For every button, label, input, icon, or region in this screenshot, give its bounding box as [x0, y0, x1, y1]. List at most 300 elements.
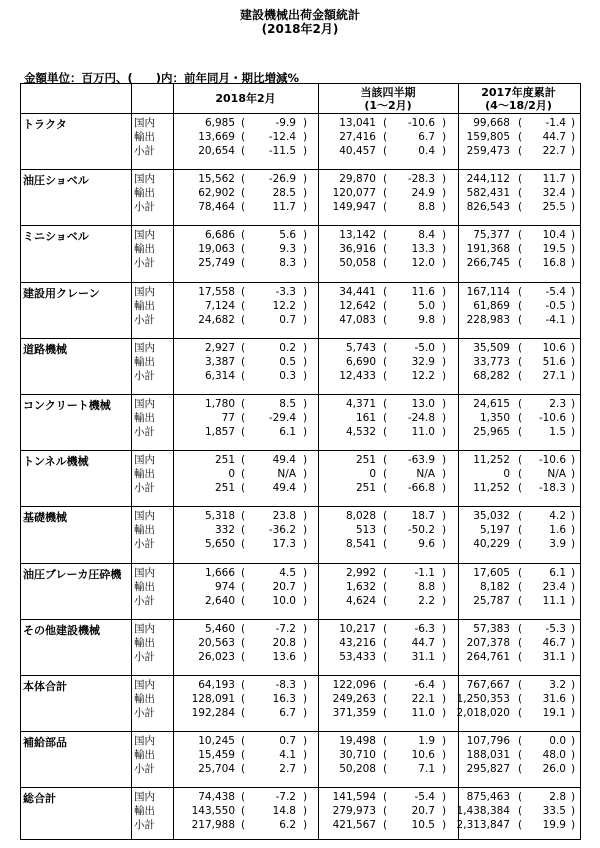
row-label: 輸出 — [134, 299, 155, 312]
change-percent: 20.7 — [272, 580, 296, 593]
paren-open: ( — [518, 594, 523, 607]
change-percent: -6.3 — [414, 622, 435, 635]
category-name: 道路機械 — [23, 342, 67, 356]
paren-open: ( — [383, 580, 388, 593]
row-label: 小計 — [134, 145, 155, 157]
amount-value: 974 — [214, 580, 235, 593]
paren-open: ( — [241, 636, 246, 649]
paren-close: ) — [303, 285, 308, 298]
paren-close: ) — [442, 369, 447, 382]
paren-open: ( — [241, 426, 246, 438]
paren-close: ) — [303, 679, 308, 691]
change-percent: -5.4 — [545, 285, 566, 298]
table-row — [21, 651, 579, 664]
amount-value: 29,870 — [339, 173, 376, 186]
change-percent: 0.7 — [279, 313, 296, 326]
paren-open: ( — [518, 791, 523, 804]
paren-close: ) — [442, 412, 447, 424]
category-block — [21, 394, 579, 450]
change-percent: 7.1 — [418, 763, 435, 776]
change-percent: 0.5 — [279, 355, 296, 368]
paren-close: ) — [303, 426, 308, 438]
paren-close: ) — [442, 313, 447, 326]
paren-open: ( — [241, 679, 246, 691]
paren-close: ) — [442, 468, 447, 481]
paren-open: ( — [518, 735, 523, 748]
paren-open: ( — [518, 201, 523, 214]
table-row — [21, 749, 579, 762]
change-percent: 22.7 — [542, 145, 566, 157]
paren-close: ) — [571, 791, 576, 804]
paren-close: ) — [442, 173, 447, 186]
change-percent: 1.9 — [418, 735, 435, 748]
paren-open: ( — [383, 763, 388, 776]
paren-open: ( — [383, 257, 388, 270]
amount-value: 266,745 — [466, 257, 510, 270]
paren-open: ( — [518, 580, 523, 593]
paren-close: ) — [442, 650, 447, 663]
paren-close: ) — [442, 735, 447, 748]
amount-value: 1,438,384 — [456, 805, 510, 818]
block-divider — [21, 675, 580, 676]
block-divider — [21, 506, 580, 507]
paren-open: ( — [241, 201, 246, 214]
paren-close: ) — [571, 313, 576, 326]
category-block — [21, 619, 579, 675]
category-block — [21, 169, 579, 225]
row-label: 国内 — [134, 622, 155, 635]
header-month — [173, 84, 318, 113]
amount-value: 122,096 — [332, 679, 376, 691]
paren-open: ( — [241, 749, 246, 762]
change-percent: -29.4 — [268, 412, 296, 424]
header-month-label: 2018年2月 — [215, 92, 276, 105]
amount-value: 57,383 — [473, 622, 510, 635]
paren-open: ( — [241, 819, 246, 832]
paren-close: ) — [442, 398, 447, 410]
change-percent: -7.2 — [275, 791, 296, 804]
paren-open: ( — [383, 229, 388, 242]
table-row — [21, 243, 579, 256]
amount-value: 295,827 — [466, 763, 510, 776]
change-percent: 11.7 — [272, 201, 296, 214]
paren-close: ) — [442, 819, 447, 832]
paren-open: ( — [518, 510, 523, 523]
paren-close: ) — [303, 412, 308, 424]
change-percent: 11.7 — [542, 173, 566, 186]
amount-value: 2,640 — [204, 594, 235, 607]
amount-value: 68,282 — [473, 369, 510, 382]
paren-close: ) — [442, 805, 447, 818]
paren-open: ( — [241, 243, 246, 256]
paren-open: ( — [383, 145, 388, 157]
paren-close: ) — [571, 749, 576, 762]
category-block — [21, 563, 579, 619]
paren-close: ) — [303, 299, 308, 312]
amount-value: 6,314 — [204, 369, 235, 382]
change-percent: 9.6 — [418, 538, 435, 551]
amount-value: 24,615 — [473, 398, 510, 410]
row-label: 小計 — [134, 426, 155, 438]
change-percent: 19.1 — [542, 707, 566, 719]
paren-open: ( — [241, 566, 246, 579]
change-percent: 51.6 — [542, 355, 566, 368]
amount-value: 228,983 — [466, 313, 510, 326]
amount-value: 107,796 — [466, 735, 510, 748]
row-label: 国内 — [134, 735, 155, 748]
change-percent: 33.5 — [542, 805, 566, 818]
page-subtitle: (2018年2月) — [261, 22, 339, 36]
paren-open: ( — [518, 257, 523, 270]
change-percent: 8.8 — [418, 580, 435, 593]
paren-close: ) — [442, 538, 447, 551]
change-percent: 11.0 — [411, 426, 435, 438]
amount-value: 30,710 — [339, 749, 376, 762]
paren-open: ( — [383, 341, 388, 354]
paren-close: ) — [303, 566, 308, 579]
paren-open: ( — [383, 650, 388, 663]
change-percent: 1.6 — [549, 524, 566, 537]
amount-value: 244,112 — [466, 173, 510, 186]
paren-open: ( — [241, 805, 246, 818]
paren-open: ( — [518, 622, 523, 635]
paren-open: ( — [241, 313, 246, 326]
row-label: 小計 — [134, 538, 155, 551]
shipment-table — [20, 83, 581, 840]
paren-close: ) — [571, 398, 576, 410]
amount-value: 50,208 — [339, 763, 376, 776]
paren-open: ( — [518, 131, 523, 143]
change-percent: 14.8 — [272, 805, 296, 818]
paren-close: ) — [442, 355, 447, 368]
paren-close: ) — [442, 622, 447, 635]
paren-close: ) — [571, 257, 576, 270]
row-label: 輸出 — [134, 355, 155, 368]
paren-close: ) — [442, 131, 447, 143]
row-label: 輸出 — [134, 524, 155, 537]
table-row — [21, 300, 579, 313]
paren-open: ( — [383, 426, 388, 438]
paren-open: ( — [383, 707, 388, 719]
paren-open: ( — [518, 693, 523, 705]
amount-value: 0 — [369, 468, 376, 481]
category-name: トラクタ — [23, 118, 67, 131]
paren-open: ( — [241, 791, 246, 804]
paren-close: ) — [303, 187, 308, 200]
paren-close: ) — [442, 187, 447, 200]
change-percent: -12.4 — [268, 131, 296, 143]
change-percent: 23.8 — [272, 510, 296, 523]
amount-value: 767,667 — [466, 679, 510, 691]
paren-close: ) — [303, 524, 308, 537]
header-quarter-label: 当該四半期 — [360, 85, 416, 99]
row-label: 国内 — [134, 117, 155, 129]
change-percent: 3.9 — [549, 538, 566, 551]
change-percent: -24.8 — [407, 412, 435, 424]
paren-open: ( — [518, 426, 523, 438]
change-percent: 17.3 — [272, 538, 296, 551]
amount-value: 371,359 — [332, 707, 376, 719]
paren-close: ) — [571, 145, 576, 157]
change-percent: 44.7 — [542, 131, 566, 143]
paren-open: ( — [518, 524, 523, 537]
category-block — [21, 338, 579, 394]
paren-open: ( — [518, 313, 523, 326]
paren-close: ) — [571, 187, 576, 200]
paren-close: ) — [303, 243, 308, 256]
change-percent: 2.7 — [279, 763, 296, 776]
paren-open: ( — [383, 131, 388, 143]
paren-close: ) — [303, 482, 308, 495]
amount-value: 10,245 — [198, 735, 235, 748]
amount-value: 3,387 — [204, 355, 235, 368]
paren-open: ( — [383, 622, 388, 635]
change-percent: 12.2 — [411, 369, 435, 382]
paren-open: ( — [383, 299, 388, 312]
unit-note: 金額単位：百万円、( )内：前年同月・期比増減% — [24, 71, 300, 85]
paren-close: ) — [571, 650, 576, 663]
amount-value: 264,761 — [466, 650, 510, 663]
table-row — [21, 581, 579, 594]
amount-value: 25,749 — [198, 257, 235, 270]
amount-value: 249,263 — [332, 693, 376, 705]
paren-close: ) — [571, 763, 576, 776]
table-row — [21, 791, 579, 804]
change-percent: 8.4 — [418, 229, 435, 242]
paren-close: ) — [442, 229, 447, 242]
paren-open: ( — [518, 679, 523, 691]
paren-open: ( — [383, 468, 388, 481]
change-percent: 20.7 — [411, 805, 435, 818]
paren-open: ( — [241, 117, 246, 129]
paren-open: ( — [383, 735, 388, 748]
paren-open: ( — [383, 117, 388, 129]
amount-value: 5,743 — [345, 341, 376, 354]
category-block — [21, 225, 579, 281]
paren-open: ( — [383, 454, 388, 467]
block-divider — [21, 563, 580, 564]
paren-close: ) — [571, 735, 576, 748]
paren-close: ) — [303, 454, 308, 467]
paren-open: ( — [518, 243, 523, 256]
amount-value: 192,284 — [191, 707, 235, 719]
amount-value: 513 — [355, 524, 376, 537]
amount-value: 34,441 — [339, 285, 376, 298]
change-percent: 49.4 — [272, 482, 296, 495]
amount-value: 2,313,847 — [456, 819, 510, 832]
table-row — [21, 468, 579, 481]
table-row — [21, 679, 579, 692]
paren-close: ) — [303, 468, 308, 481]
amount-value: 11,252 — [473, 482, 510, 495]
paren-close: ) — [442, 636, 447, 649]
row-label: 小計 — [134, 257, 155, 270]
row-label: 国内 — [134, 173, 155, 186]
amount-value: 47,083 — [339, 313, 376, 326]
paren-close: ) — [442, 201, 447, 214]
amount-value: 40,457 — [339, 145, 376, 157]
change-percent: -9.9 — [275, 117, 296, 129]
amount-value: 159,805 — [466, 131, 510, 143]
change-percent: -1.4 — [545, 117, 566, 129]
paren-close: ) — [303, 510, 308, 523]
table-row — [21, 819, 579, 832]
paren-close: ) — [571, 412, 576, 424]
change-percent: 9.8 — [418, 313, 435, 326]
amount-value: 6,985 — [204, 117, 235, 129]
change-percent: 13.0 — [411, 398, 435, 410]
amount-value: 191,368 — [466, 243, 510, 256]
amount-value: 217,988 — [191, 819, 235, 832]
paren-close: ) — [571, 594, 576, 607]
paren-open: ( — [241, 650, 246, 663]
amount-value: 0 — [503, 468, 510, 481]
paren-close: ) — [303, 735, 308, 748]
row-label: 小計 — [134, 763, 155, 776]
row-label: 小計 — [134, 819, 155, 832]
change-percent: 11.0 — [411, 707, 435, 719]
paren-close: ) — [571, 201, 576, 214]
amount-value: 27,416 — [339, 131, 376, 143]
amount-value: 1,857 — [204, 426, 235, 438]
change-percent: 10.5 — [411, 819, 435, 832]
change-percent: 0.3 — [279, 369, 296, 382]
amount-value: 128,091 — [191, 693, 235, 705]
amount-value: 149,947 — [332, 201, 376, 214]
amount-value: 20,654 — [198, 145, 235, 157]
page-title: 建設機械出荷金額統計 — [239, 8, 360, 22]
paren-open: ( — [241, 187, 246, 200]
row-label: 国内 — [134, 341, 155, 354]
paren-close: ) — [571, 510, 576, 523]
change-percent: 6.7 — [279, 707, 296, 719]
amount-value: 25,704 — [198, 763, 235, 776]
paren-close: ) — [571, 524, 576, 537]
change-percent: 10.0 — [272, 594, 296, 607]
amount-value: 4,371 — [345, 398, 376, 410]
amount-value: 875,463 — [466, 791, 510, 804]
change-percent: -26.9 — [268, 173, 296, 186]
table-row — [21, 187, 579, 200]
header-cumulative — [458, 84, 579, 113]
change-percent: -28.3 — [407, 173, 435, 186]
amount-value: 279,973 — [332, 805, 376, 818]
paren-open: ( — [241, 369, 246, 382]
table-row — [21, 538, 579, 551]
amount-value: 120,077 — [332, 187, 376, 200]
row-label: 輸出 — [134, 412, 155, 424]
amount-value: 251 — [214, 454, 235, 467]
change-percent: 16.8 — [542, 257, 566, 270]
paren-close: ) — [571, 636, 576, 649]
header-cumulative-label: 2017年度累計 — [481, 85, 556, 99]
amount-value: 53,433 — [339, 650, 376, 663]
paren-open: ( — [518, 285, 523, 298]
paren-close: ) — [442, 707, 447, 719]
table-row — [21, 117, 579, 130]
table-row — [21, 637, 579, 650]
table-row — [21, 145, 579, 158]
paren-open: ( — [518, 187, 523, 200]
change-percent: -3.3 — [275, 285, 296, 298]
amount-value: 64,193 — [198, 679, 235, 691]
change-percent: 10.4 — [542, 229, 566, 242]
paren-open: ( — [241, 538, 246, 551]
table-row — [21, 763, 579, 776]
change-percent: 16.3 — [272, 693, 296, 705]
paren-close: ) — [442, 145, 447, 157]
paren-close: ) — [571, 299, 576, 312]
amount-value: 1,780 — [204, 398, 235, 410]
amount-value: 5,197 — [479, 524, 510, 537]
paren-close: ) — [303, 229, 308, 242]
amount-value: 5,318 — [204, 510, 235, 523]
change-percent: -10.6 — [407, 117, 435, 129]
paren-close: ) — [571, 426, 576, 438]
row-label: 国内 — [134, 398, 155, 410]
paren-close: ) — [571, 173, 576, 186]
change-percent: 31.1 — [542, 650, 566, 663]
paren-open: ( — [241, 454, 246, 467]
category-block — [21, 282, 579, 338]
change-percent: 0.2 — [279, 341, 296, 354]
paren-open: ( — [518, 398, 523, 410]
table-row — [21, 412, 579, 425]
change-percent: 6.1 — [549, 566, 566, 579]
paren-close: ) — [442, 524, 447, 537]
change-percent: -5.4 — [414, 791, 435, 804]
block-divider — [21, 338, 580, 339]
paren-open: ( — [241, 468, 246, 481]
amount-value: 2,018,020 — [456, 707, 510, 719]
block-divider — [21, 787, 580, 788]
paren-close: ) — [303, 763, 308, 776]
amount-value: 62,902 — [198, 187, 235, 200]
paren-close: ) — [303, 173, 308, 186]
amount-value: 11,252 — [473, 454, 510, 467]
paren-close: ) — [571, 454, 576, 467]
paren-open: ( — [383, 313, 388, 326]
paren-close: ) — [303, 355, 308, 368]
amount-value: 43,216 — [339, 636, 376, 649]
paren-open: ( — [383, 187, 388, 200]
paren-open: ( — [518, 707, 523, 719]
paren-close: ) — [571, 131, 576, 143]
paren-close: ) — [571, 693, 576, 705]
change-percent: 26.0 — [542, 763, 566, 776]
table-row — [21, 735, 579, 748]
amount-value: 40,229 — [473, 538, 510, 551]
category-block — [21, 506, 579, 562]
paren-close: ) — [303, 313, 308, 326]
paren-open: ( — [241, 482, 246, 495]
change-percent: 13.3 — [411, 243, 435, 256]
amount-value: 1,350 — [479, 412, 510, 424]
row-label: 小計 — [134, 201, 155, 214]
amount-value: 167,114 — [466, 285, 510, 298]
table-row — [21, 510, 579, 523]
change-percent: 19.9 — [542, 819, 566, 832]
paren-close: ) — [571, 355, 576, 368]
change-percent: -36.2 — [268, 524, 296, 537]
change-percent: -66.8 — [407, 482, 435, 495]
change-percent: 23.4 — [542, 580, 566, 593]
paren-open: ( — [241, 594, 246, 607]
paren-open: ( — [518, 229, 523, 242]
change-percent: -0.5 — [545, 299, 566, 312]
amount-value: 251 — [214, 482, 235, 495]
paren-close: ) — [571, 538, 576, 551]
